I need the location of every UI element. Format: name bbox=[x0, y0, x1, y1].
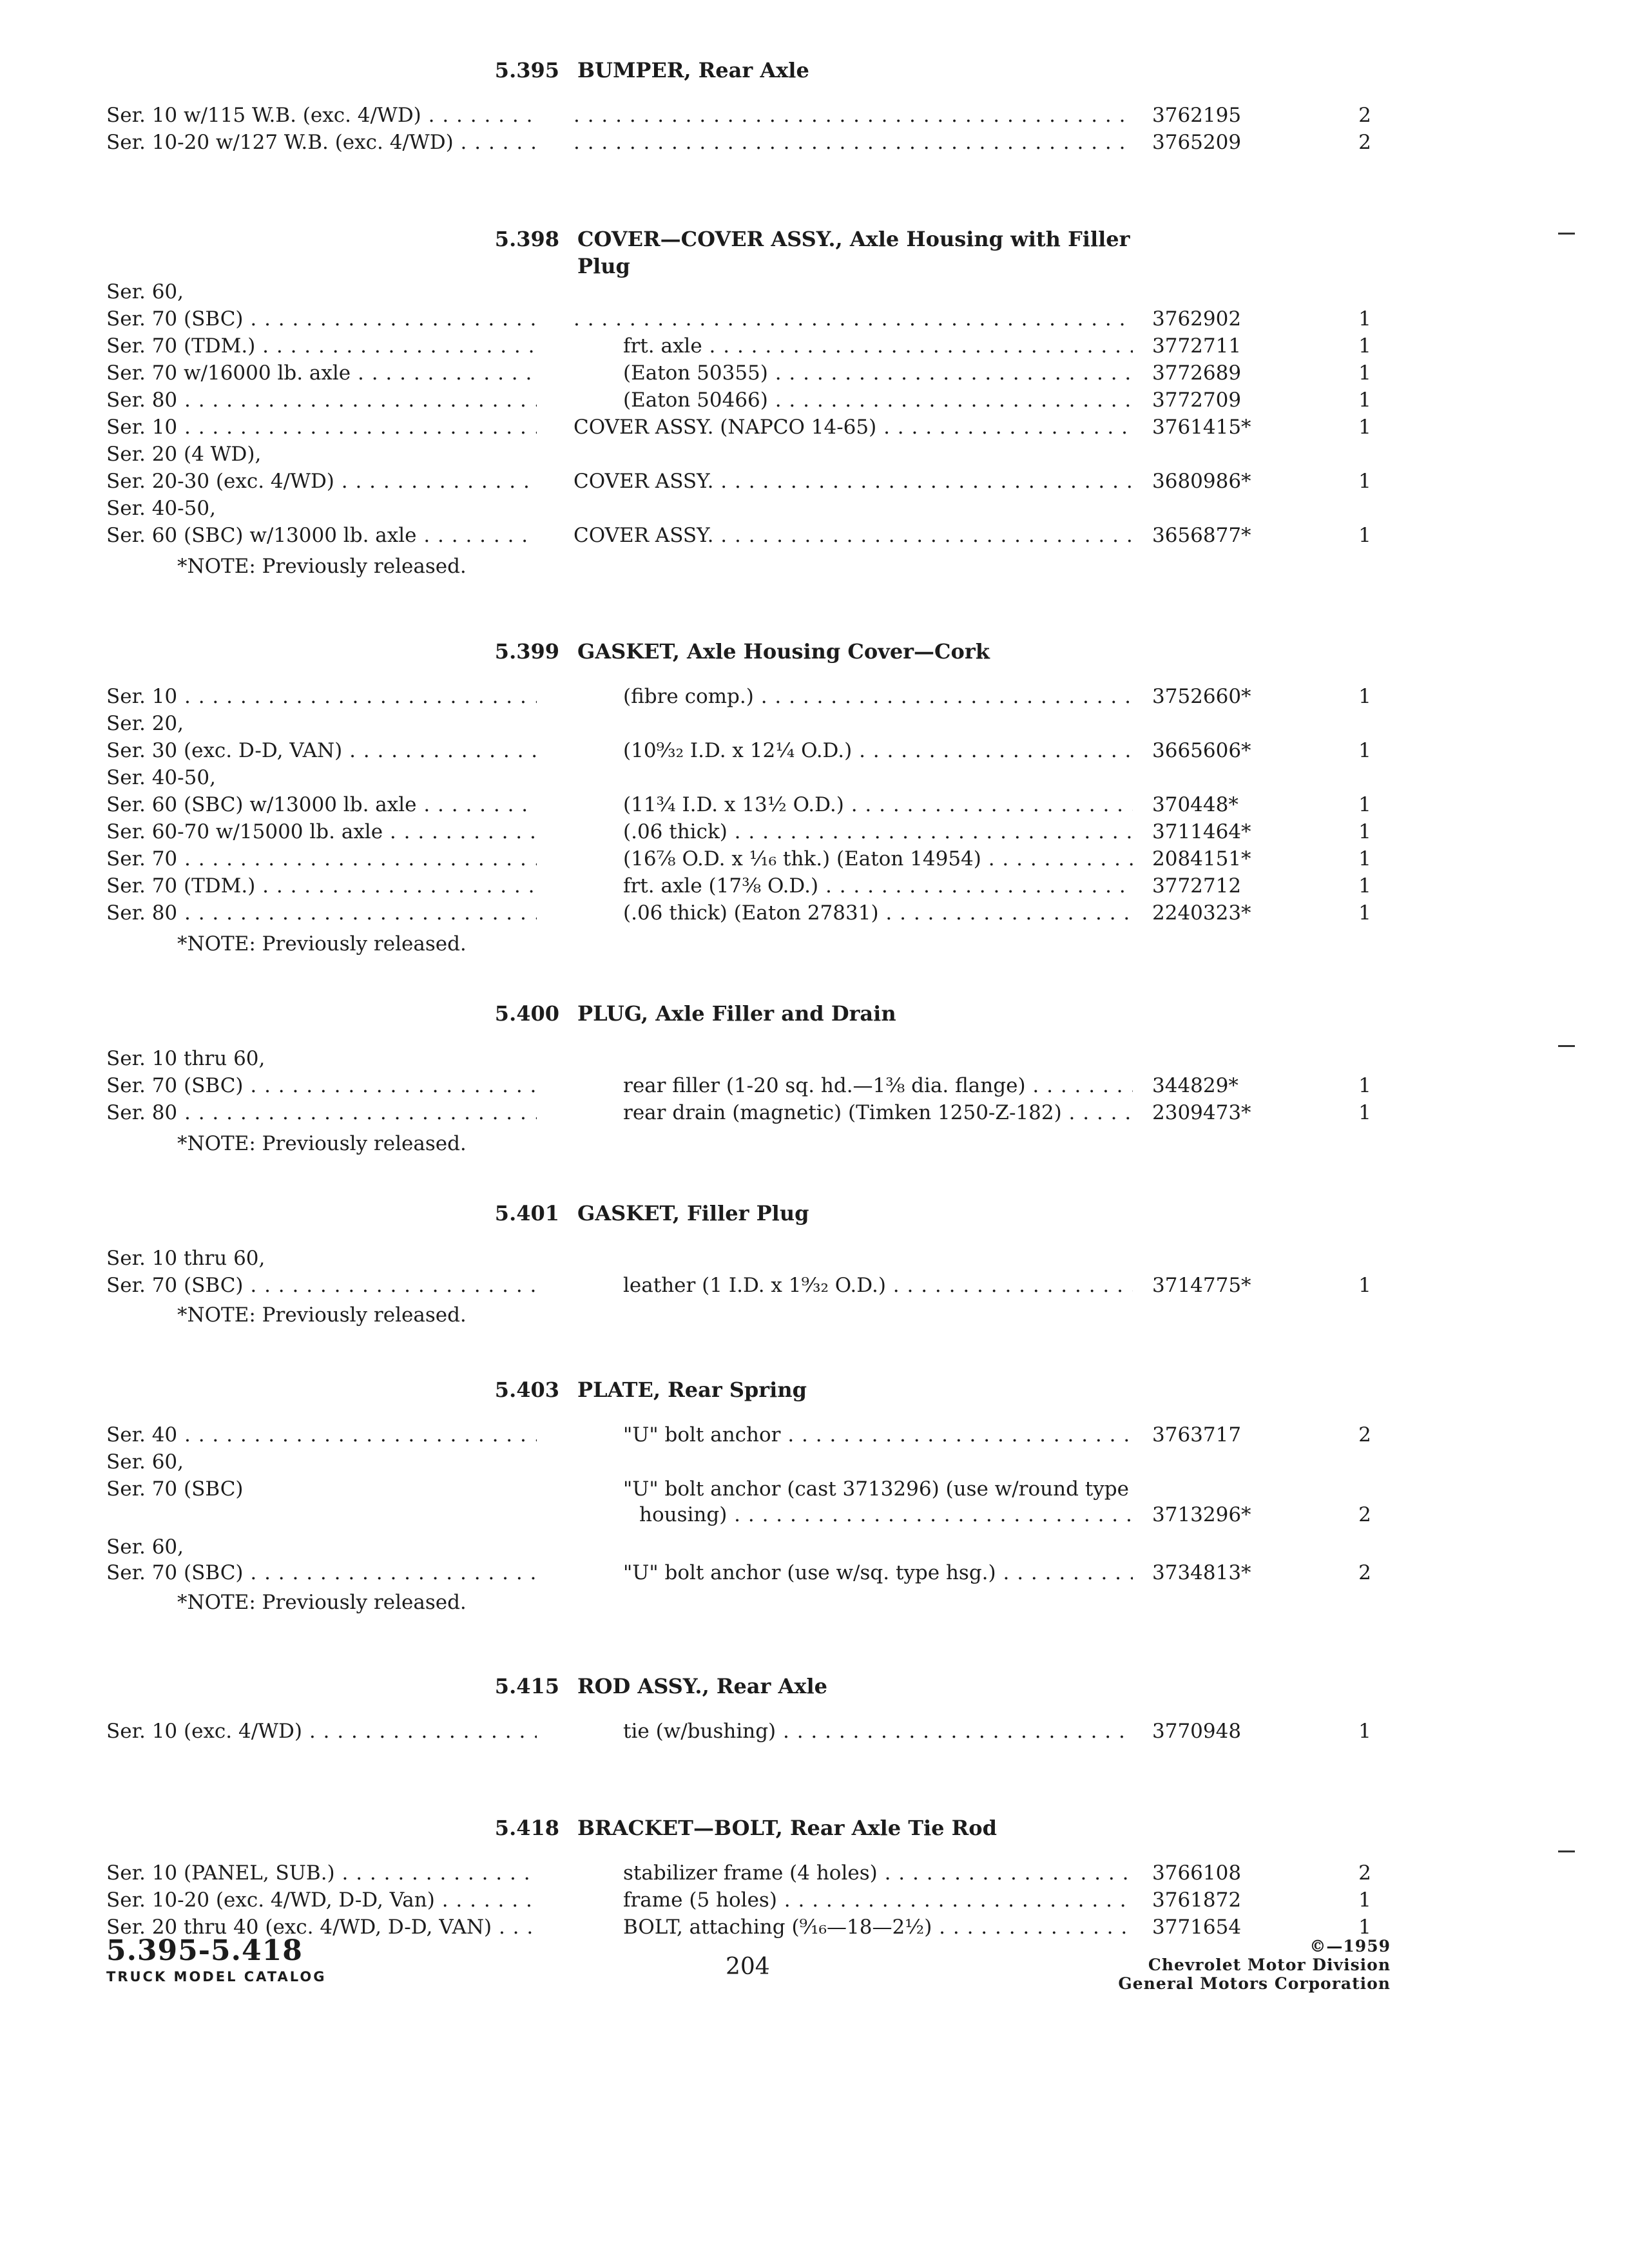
section-number: 5.401 bbox=[494, 1201, 559, 1225]
description-cell: (Eaton 50466) . . . bbox=[623, 387, 1133, 414]
description-cell: (Eaton 50355) . . . bbox=[623, 360, 1133, 387]
parts-row bbox=[0, 1072, 1629, 1099]
footer-section-range: 5.395-5.418 bbox=[106, 1934, 303, 1967]
series-cell: Ser. 70 (TDM.) . . . bbox=[106, 332, 537, 360]
quantity-cell: 2 bbox=[1358, 1561, 1371, 1584]
parts-row bbox=[0, 1245, 1629, 1272]
section-number: 5.395 bbox=[494, 58, 559, 82]
section-title: GASKET, Filler Plug bbox=[577, 1201, 809, 1225]
part-number-cell: 3771654 bbox=[1152, 1916, 1242, 1939]
part-number-cell: 3766108 bbox=[1152, 1861, 1242, 1885]
parts-row bbox=[0, 845, 1629, 872]
part-number-cell: 3711464* bbox=[1152, 820, 1251, 843]
series-cell: Ser. 10 thru 60, bbox=[106, 1247, 265, 1270]
part-number-cell: 3762902 bbox=[1152, 307, 1242, 331]
parts-row bbox=[0, 1272, 1629, 1299]
part-number-cell: 3714775* bbox=[1152, 1274, 1251, 1297]
quantity-cell: 1 bbox=[1358, 1916, 1371, 1939]
part-number-cell: 3762195 bbox=[1152, 104, 1242, 127]
quantity-cell: 1 bbox=[1358, 1274, 1371, 1297]
part-number-cell: 344829* bbox=[1152, 1074, 1239, 1097]
description-cell: rear filler (1-20 sq. hd.—1⅜ dia. flange) . . . bbox=[623, 1072, 1133, 1099]
section-number: 5.399 bbox=[494, 639, 559, 664]
parts-row bbox=[0, 1860, 1629, 1887]
section-heading bbox=[477, 1814, 1351, 1841]
section-note: *NOTE: Previously released. bbox=[177, 1303, 467, 1327]
margin-mark bbox=[1558, 233, 1575, 235]
parts-row bbox=[0, 764, 1629, 791]
description-cell bbox=[574, 305, 1133, 332]
part-number-cell: 3713296* bbox=[1152, 1503, 1251, 1526]
part-number-cell: 2084151* bbox=[1152, 847, 1251, 870]
quantity-cell: 2 bbox=[1358, 104, 1371, 127]
series-cell: Ser. 70 . . . bbox=[106, 845, 537, 872]
section-note: *NOTE: Previously released. bbox=[177, 932, 467, 956]
section-number: 5.400 bbox=[494, 1001, 559, 1026]
quantity-cell: 2 bbox=[1358, 131, 1371, 154]
part-number-cell: 3772709 bbox=[1152, 389, 1242, 412]
series-cell: Ser. 70 w/16000 lb. axle . . . bbox=[106, 360, 537, 387]
section-title: COVER—COVER ASSY., Axle Housing with Filler Plug bbox=[577, 227, 1130, 278]
series-cell: Ser. 10-20 (exc. 4/WD, D-D, Van) . . . bbox=[106, 1887, 537, 1914]
description-cell: COVER ASSY. . . . bbox=[574, 522, 1133, 549]
series-cell: Ser. 10-20 w/127 W.B. (exc. 4/WD) . . . bbox=[106, 129, 537, 156]
parts-row bbox=[0, 1501, 1629, 1528]
parts-row bbox=[0, 737, 1629, 764]
part-number-cell: 3752660* bbox=[1152, 685, 1251, 708]
part-number-cell: 3772711 bbox=[1152, 334, 1242, 358]
section-note: *NOTE: Previously released. bbox=[177, 1591, 467, 1614]
quantity-cell: 1 bbox=[1358, 524, 1371, 547]
part-number-cell: 3772689 bbox=[1152, 361, 1242, 385]
series-cell: Ser. 60 (SBC) w/13000 lb. axle . . . bbox=[106, 791, 537, 818]
part-number-cell: 3761872 bbox=[1152, 1888, 1242, 1912]
description-cell: frame (5 holes) . . . bbox=[623, 1887, 1133, 1914]
description-cell: "U" bolt anchor (use w/sq. type hsg.) . . . bbox=[623, 1559, 1133, 1586]
part-number-cell: 3761415* bbox=[1152, 416, 1251, 439]
parts-row bbox=[0, 414, 1629, 441]
quantity-cell: 1 bbox=[1358, 1888, 1371, 1912]
page-number: 204 bbox=[726, 1954, 770, 1980]
section-number: 5.418 bbox=[494, 1816, 559, 1840]
series-cell: Ser. 10 (PANEL, SUB.) . . . bbox=[106, 1860, 537, 1887]
parts-row bbox=[0, 1533, 1629, 1561]
parts-row bbox=[0, 1448, 1629, 1475]
description-cell: frt. axle (17⅜ O.D.) . . . bbox=[623, 872, 1133, 899]
series-cell: Ser. 80 . . . bbox=[106, 387, 537, 414]
section-heading bbox=[477, 1376, 1351, 1403]
series-cell: Ser. 70 (SBC) . . . bbox=[106, 1272, 537, 1299]
quantity-cell: 1 bbox=[1358, 470, 1371, 493]
quantity-cell: 1 bbox=[1358, 739, 1371, 762]
section-title: PLATE, Rear Spring bbox=[577, 1378, 807, 1402]
part-number-cell: 3765209 bbox=[1152, 131, 1242, 154]
part-number-cell: 3656877* bbox=[1152, 524, 1251, 547]
description-cell: COVER ASSY. (NAPCO 14-65) . . . bbox=[574, 414, 1133, 441]
series-cell: Ser. 20 (4 WD), bbox=[106, 443, 262, 466]
quantity-cell: 1 bbox=[1358, 1720, 1371, 1743]
margin-mark bbox=[1558, 1045, 1575, 1047]
description-cell: COVER ASSY. . . . bbox=[574, 468, 1133, 495]
parts-row bbox=[0, 441, 1629, 468]
series-cell: Ser. 10 . . . bbox=[106, 683, 537, 710]
quantity-cell: 2 bbox=[1358, 1861, 1371, 1885]
series-cell: Ser. 10 w/115 W.B. (exc. 4/WD) . . . bbox=[106, 102, 537, 129]
description-cell: "U" bolt anchor . . . bbox=[623, 1421, 1133, 1448]
series-cell: Ser. 60-70 w/15000 lb. axle . . . bbox=[106, 818, 537, 845]
quantity-cell: 1 bbox=[1358, 847, 1371, 870]
parts-row bbox=[0, 1099, 1629, 1126]
part-number-cell: 2309473* bbox=[1152, 1101, 1251, 1124]
section-heading bbox=[477, 57, 1351, 84]
parts-row bbox=[0, 791, 1629, 818]
description-cell: (16⅞ O.D. x ¹⁄₁₆ thk.) (Eaton 14954) . . . bbox=[623, 845, 1133, 872]
section-heading bbox=[477, 1673, 1351, 1700]
series-cell: Ser. 40 . . . bbox=[106, 1421, 537, 1448]
parts-row bbox=[0, 710, 1629, 737]
part-number-cell: 370448* bbox=[1152, 793, 1239, 816]
description-cell: stabilizer frame (4 holes) . . . bbox=[623, 1860, 1133, 1887]
series-cell: Ser. 80 . . . bbox=[106, 899, 537, 927]
description-cell: BOLT, attaching (⁹⁄₁₆—18—2½) . . . bbox=[623, 1914, 1133, 1941]
parts-row bbox=[0, 102, 1629, 129]
parts-row bbox=[0, 278, 1629, 305]
series-cell: Ser. 20, bbox=[106, 712, 184, 735]
description-cell: tie (w/bushing) . . . bbox=[623, 1718, 1133, 1745]
parts-row bbox=[0, 1559, 1629, 1586]
description-cell: "U" bolt anchor (cast 3713296) (use w/round type bbox=[623, 1477, 1129, 1501]
section-title: BUMPER, Rear Axle bbox=[577, 58, 809, 82]
footer-right bbox=[1118, 1937, 1391, 1993]
series-cell: Ser. 70 (SBC) . . . bbox=[106, 1559, 537, 1586]
quantity-cell: 1 bbox=[1358, 901, 1371, 925]
series-cell: Ser. 60, bbox=[106, 1450, 184, 1474]
series-cell: Ser. 10 (exc. 4/WD) . . . bbox=[106, 1718, 537, 1745]
section-number: 5.403 bbox=[494, 1378, 559, 1402]
series-cell: Ser. 70 (TDM.) . . . bbox=[106, 872, 537, 899]
quantity-cell: 2 bbox=[1358, 1503, 1371, 1526]
series-cell: Ser. 40-50, bbox=[106, 766, 216, 789]
series-cell: Ser. 40-50, bbox=[106, 497, 216, 520]
series-cell: Ser. 60, bbox=[106, 280, 184, 303]
parts-row bbox=[0, 1421, 1629, 1448]
series-cell: Ser. 30 (exc. D-D, VAN) . . . bbox=[106, 737, 537, 764]
series-cell: Ser. 20 thru 40 (exc. 4/WD, D-D, VAN) . . . bbox=[106, 1914, 537, 1941]
part-number-cell: 3734813* bbox=[1152, 1561, 1251, 1584]
section-title: BRACKET—BOLT, Rear Axle Tie Rod bbox=[577, 1816, 997, 1840]
series-cell: Ser. 70 (SBC) bbox=[106, 1477, 244, 1501]
parts-row bbox=[0, 1475, 1629, 1503]
parts-row bbox=[0, 360, 1629, 387]
description-cell: rear drain (magnetic) (Timken 1250-Z-182) . . . bbox=[623, 1099, 1133, 1126]
parts-row bbox=[0, 522, 1629, 549]
parts-row bbox=[0, 818, 1629, 845]
parts-row bbox=[0, 468, 1629, 495]
series-cell: Ser. 60 (SBC) w/13000 lb. axle . . . bbox=[106, 522, 537, 549]
quantity-cell: 1 bbox=[1358, 389, 1371, 412]
series-cell: Ser. 70 (SBC) . . . bbox=[106, 1072, 537, 1099]
section-title: PLUG, Axle Filler and Drain bbox=[577, 1001, 896, 1026]
margin-mark bbox=[1558, 1850, 1575, 1852]
parts-row bbox=[0, 129, 1629, 156]
part-number-cell: 3770948 bbox=[1152, 1720, 1242, 1743]
section-note: *NOTE: Previously released. bbox=[177, 1132, 467, 1155]
parts-row bbox=[0, 305, 1629, 332]
series-cell: Ser. 80 . . . bbox=[106, 1099, 537, 1126]
quantity-cell: 1 bbox=[1358, 793, 1371, 816]
quantity-cell: 1 bbox=[1358, 1101, 1371, 1124]
footer-left bbox=[106, 1935, 326, 1986]
division-name: Chevrolet Motor Division bbox=[1148, 1956, 1391, 1974]
section-heading bbox=[477, 1000, 1351, 1027]
quantity-cell: 1 bbox=[1358, 820, 1371, 843]
series-cell: Ser. 70 (SBC) . . . bbox=[106, 305, 537, 332]
description-cell: frt. axle . . . bbox=[623, 332, 1133, 360]
quantity-cell: 1 bbox=[1358, 416, 1371, 439]
parts-row bbox=[0, 1718, 1629, 1745]
series-cell: Ser. 20-30 (exc. 4/WD) . . . bbox=[106, 468, 537, 495]
quantity-cell: 1 bbox=[1358, 334, 1371, 358]
parts-row bbox=[0, 872, 1629, 899]
parts-row bbox=[0, 1045, 1629, 1072]
quantity-cell: 1 bbox=[1358, 874, 1371, 898]
parts-row bbox=[0, 387, 1629, 414]
parts-row bbox=[0, 899, 1629, 927]
description-cell: housing) . . . bbox=[639, 1501, 1133, 1528]
part-number-cell: 3763717 bbox=[1152, 1423, 1242, 1446]
part-number-cell: 3772712 bbox=[1152, 874, 1242, 898]
description-cell: (fibre comp.) . . . bbox=[623, 683, 1133, 710]
section-title: GASKET, Axle Housing Cover—Cork bbox=[577, 639, 990, 664]
description-cell: (.06 thick) . . . bbox=[623, 818, 1133, 845]
parts-row bbox=[0, 683, 1629, 710]
quantity-cell: 1 bbox=[1358, 307, 1371, 331]
section-number: 5.415 bbox=[494, 1674, 559, 1698]
section-title: ROD ASSY., Rear Axle bbox=[577, 1674, 827, 1698]
footer-catalog-name: TRUCK MODEL CATALOG bbox=[106, 1969, 327, 1984]
description-cell: (.06 thick) (Eaton 27831) . . . bbox=[623, 899, 1133, 927]
parts-row bbox=[0, 1887, 1629, 1914]
description-cell bbox=[574, 129, 1133, 156]
description-cell: leather (1 I.D. x 1⁹⁄₃₂ O.D.) . . . bbox=[623, 1272, 1133, 1299]
part-number-cell: 3665606* bbox=[1152, 739, 1251, 762]
description-cell: (11¾ I.D. x 13½ O.D.) . . . bbox=[623, 791, 1133, 818]
section-heading bbox=[477, 1200, 1351, 1227]
part-number-cell: 2240323* bbox=[1152, 901, 1251, 925]
description-cell bbox=[574, 102, 1133, 129]
part-number-cell: 3680986* bbox=[1152, 470, 1251, 493]
series-cell: Ser. 10 thru 60, bbox=[106, 1047, 265, 1070]
series-cell: Ser. 60, bbox=[106, 1535, 184, 1559]
corporation-name: General Motors Corporation bbox=[1118, 1974, 1391, 1993]
section-number: 5.398 bbox=[494, 227, 559, 251]
description-cell: (10⁹⁄₃₂ I.D. x 12¼ O.D.) . . . bbox=[623, 737, 1133, 764]
copyright: ©—1959 bbox=[1309, 1937, 1391, 1956]
series-cell: Ser. 10 . . . bbox=[106, 414, 537, 441]
parts-row bbox=[0, 495, 1629, 522]
section-heading bbox=[477, 638, 1351, 665]
section-note: *NOTE: Previously released. bbox=[177, 555, 467, 578]
quantity-cell: 1 bbox=[1358, 1074, 1371, 1097]
section-heading bbox=[477, 226, 1170, 280]
quantity-cell: 2 bbox=[1358, 1423, 1371, 1446]
quantity-cell: 1 bbox=[1358, 685, 1371, 708]
quantity-cell: 1 bbox=[1358, 361, 1371, 385]
parts-row bbox=[0, 332, 1629, 360]
